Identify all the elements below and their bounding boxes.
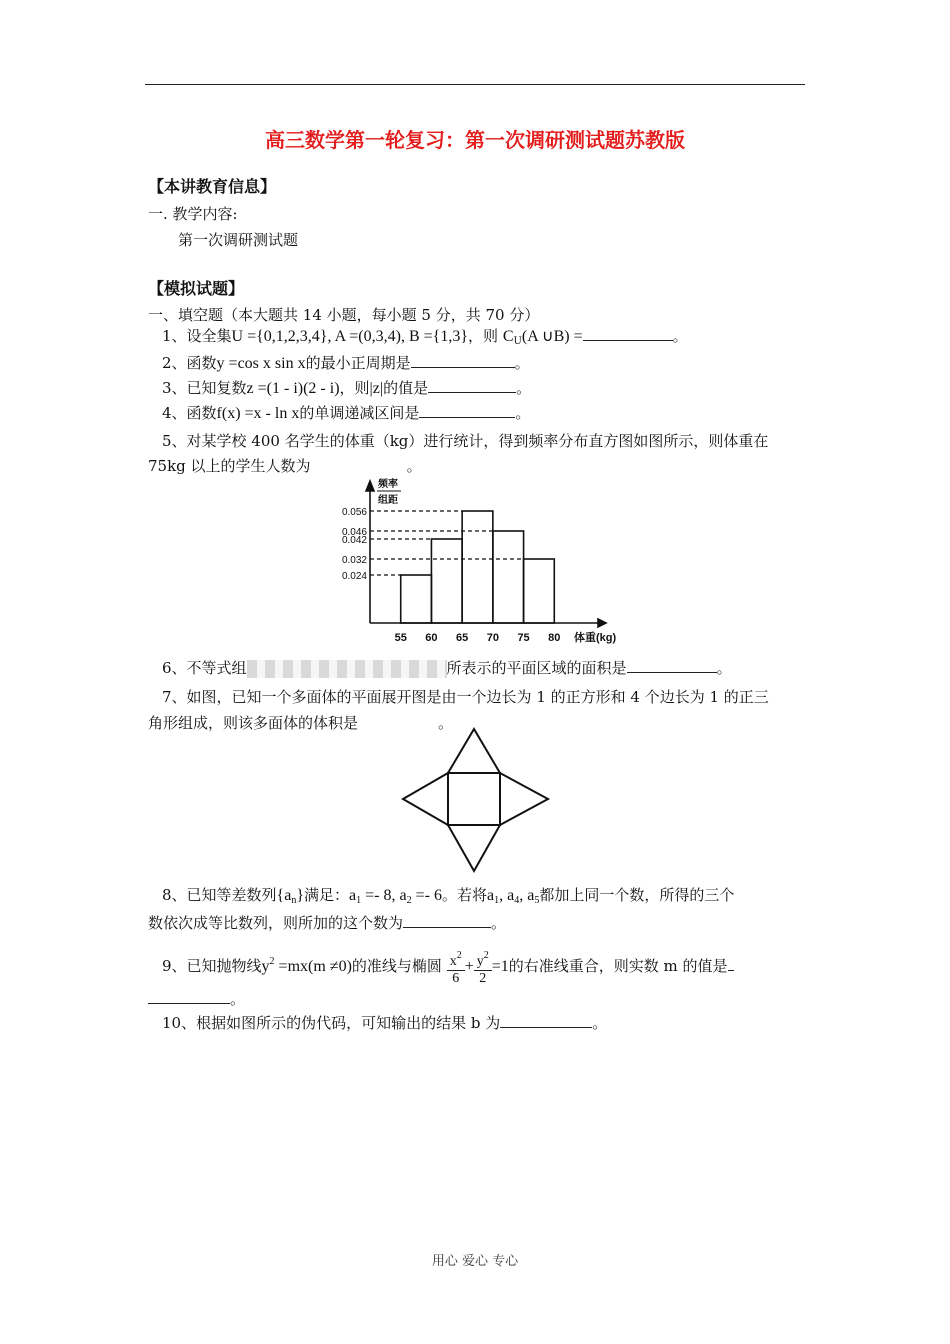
part-intro: 一、填空题（本大题共 14 小题，每小题 5 分，共 70 分） <box>148 306 540 324</box>
question-1: 1、设全集U ={0,1,2,3,4}, A =(0,3,4), B ={1,3}，则 $C_U(A$ ∪B) = 。 <box>162 327 688 347</box>
net-triangle-top <box>448 729 500 773</box>
histogram-bar <box>493 531 524 623</box>
question-6: 6、不等式组 所表示的平面区域的面积是 。 <box>162 659 732 677</box>
x-tick-label: 60 <box>425 632 438 644</box>
y-tick-label: 0.042 <box>341 535 367 546</box>
x-axis-arrow <box>598 619 606 627</box>
y-axis-label-top: 频率 <box>378 479 398 490</box>
teaching-content-label: 一. 教学内容: <box>148 205 238 223</box>
y-tick-label: 0.032 <box>341 555 367 566</box>
header-rule <box>145 84 805 85</box>
inequality-system-image <box>247 660 447 678</box>
question-9: 9、已知抛物线$y^2 =mx(m \ne 0)$的准线与椭圆 $\frac{x^2}{6}$ + $\frac{y^2}{2}$ =1的右准线重合，则实数 m 的值是 <box>162 944 734 987</box>
fraction-y2-over-2: $\frac{y^2}{2}$ <box>474 948 492 987</box>
histogram <box>330 475 630 650</box>
question-9-line-2: 。 <box>148 988 245 1010</box>
answer-blank <box>411 353 515 368</box>
histogram-bar <box>462 511 493 623</box>
y-axis-arrow <box>366 481 374 491</box>
section-heading-mock: 【模拟试题】 <box>148 279 245 298</box>
net-triangle-bottom <box>448 825 500 871</box>
x-axis-label: 体重(kg) <box>574 632 617 644</box>
question-3: 3、已知复数z =(1 - i)(2 - i)，则|z|的值是 。 <box>162 379 532 397</box>
section-heading-info: 【本讲教育信息】 <box>148 177 277 196</box>
histogram-bar <box>524 559 555 623</box>
teaching-content-text: 第一次调研测试题 <box>178 231 299 249</box>
net-square <box>448 773 500 825</box>
y-tick-label: 0.046 <box>341 527 367 538</box>
question-5-line-1: 5、对某学校 400 名学生的体重（kg）进行统计，得到频率分布直方图如图所示，则体重在 <box>162 432 769 450</box>
answer-blank <box>148 989 230 1004</box>
x-tick-label: 75 <box>517 632 530 644</box>
net-triangle-right <box>500 773 548 825</box>
answer-blank <box>583 326 673 341</box>
histogram-bar <box>431 539 462 623</box>
x-tick-label: 70 <box>486 632 499 644</box>
y-tick-label: 0.024 <box>341 571 367 582</box>
fraction-x2-over-6: $\frac{x^2}{6}$ <box>447 948 465 987</box>
question-8-line-2: 数依次成等比数列，则所加的这个数为 。 <box>148 914 507 932</box>
question-8-line-1: 8、已知等差数列$\{a_n\}$满足：$a_1 =- 8$, $a_2 =- 6$。若将$a_1$, $a_4$, $a_5$都加上同一个数，所得的三个 <box>162 886 735 906</box>
x-tick-label: 55 <box>394 632 407 644</box>
question-4: 4、函数f(x) =x - ln x的单调递减区间是 。 <box>162 404 531 422</box>
y-tick-label: 0.056 <box>341 507 367 518</box>
polyhedron-net-figure <box>400 725 552 875</box>
document-title: 高三数学第一轮复习：第一次调研测试题苏教版 <box>265 128 685 152</box>
question-5-line-2: 75kg 以上的学生人数为 。 <box>148 457 422 475</box>
page-footer: 用心 爱心 专心 <box>431 1254 519 1269</box>
x-tick-label: 65 <box>456 632 469 644</box>
histogram-bar <box>401 575 432 623</box>
y-axis-label-bottom: 组距 <box>378 495 398 506</box>
question-7-line-1: 7、如图，已知一个多面体的平面展开图是由一个边长为 1 的正方形和 4 个边长为 1 的正三 <box>162 688 769 706</box>
answer-blank <box>627 658 717 673</box>
answer-blank <box>500 1013 592 1028</box>
question-10: 10、根据如图所示的伪代码，可知输出的结果 b 为 。 <box>162 1014 608 1032</box>
question-7-line-2: 角形组成，则该多面体的体积是 。 <box>148 714 454 732</box>
x-tick-label: 80 <box>548 632 561 644</box>
answer-blank <box>403 913 491 928</box>
answer-blank <box>428 378 516 393</box>
answer-blank <box>419 403 515 418</box>
question-2: 2、函数y =cos x sin x的最小正周期是 。 <box>162 354 530 372</box>
net-triangle-left <box>403 773 448 825</box>
